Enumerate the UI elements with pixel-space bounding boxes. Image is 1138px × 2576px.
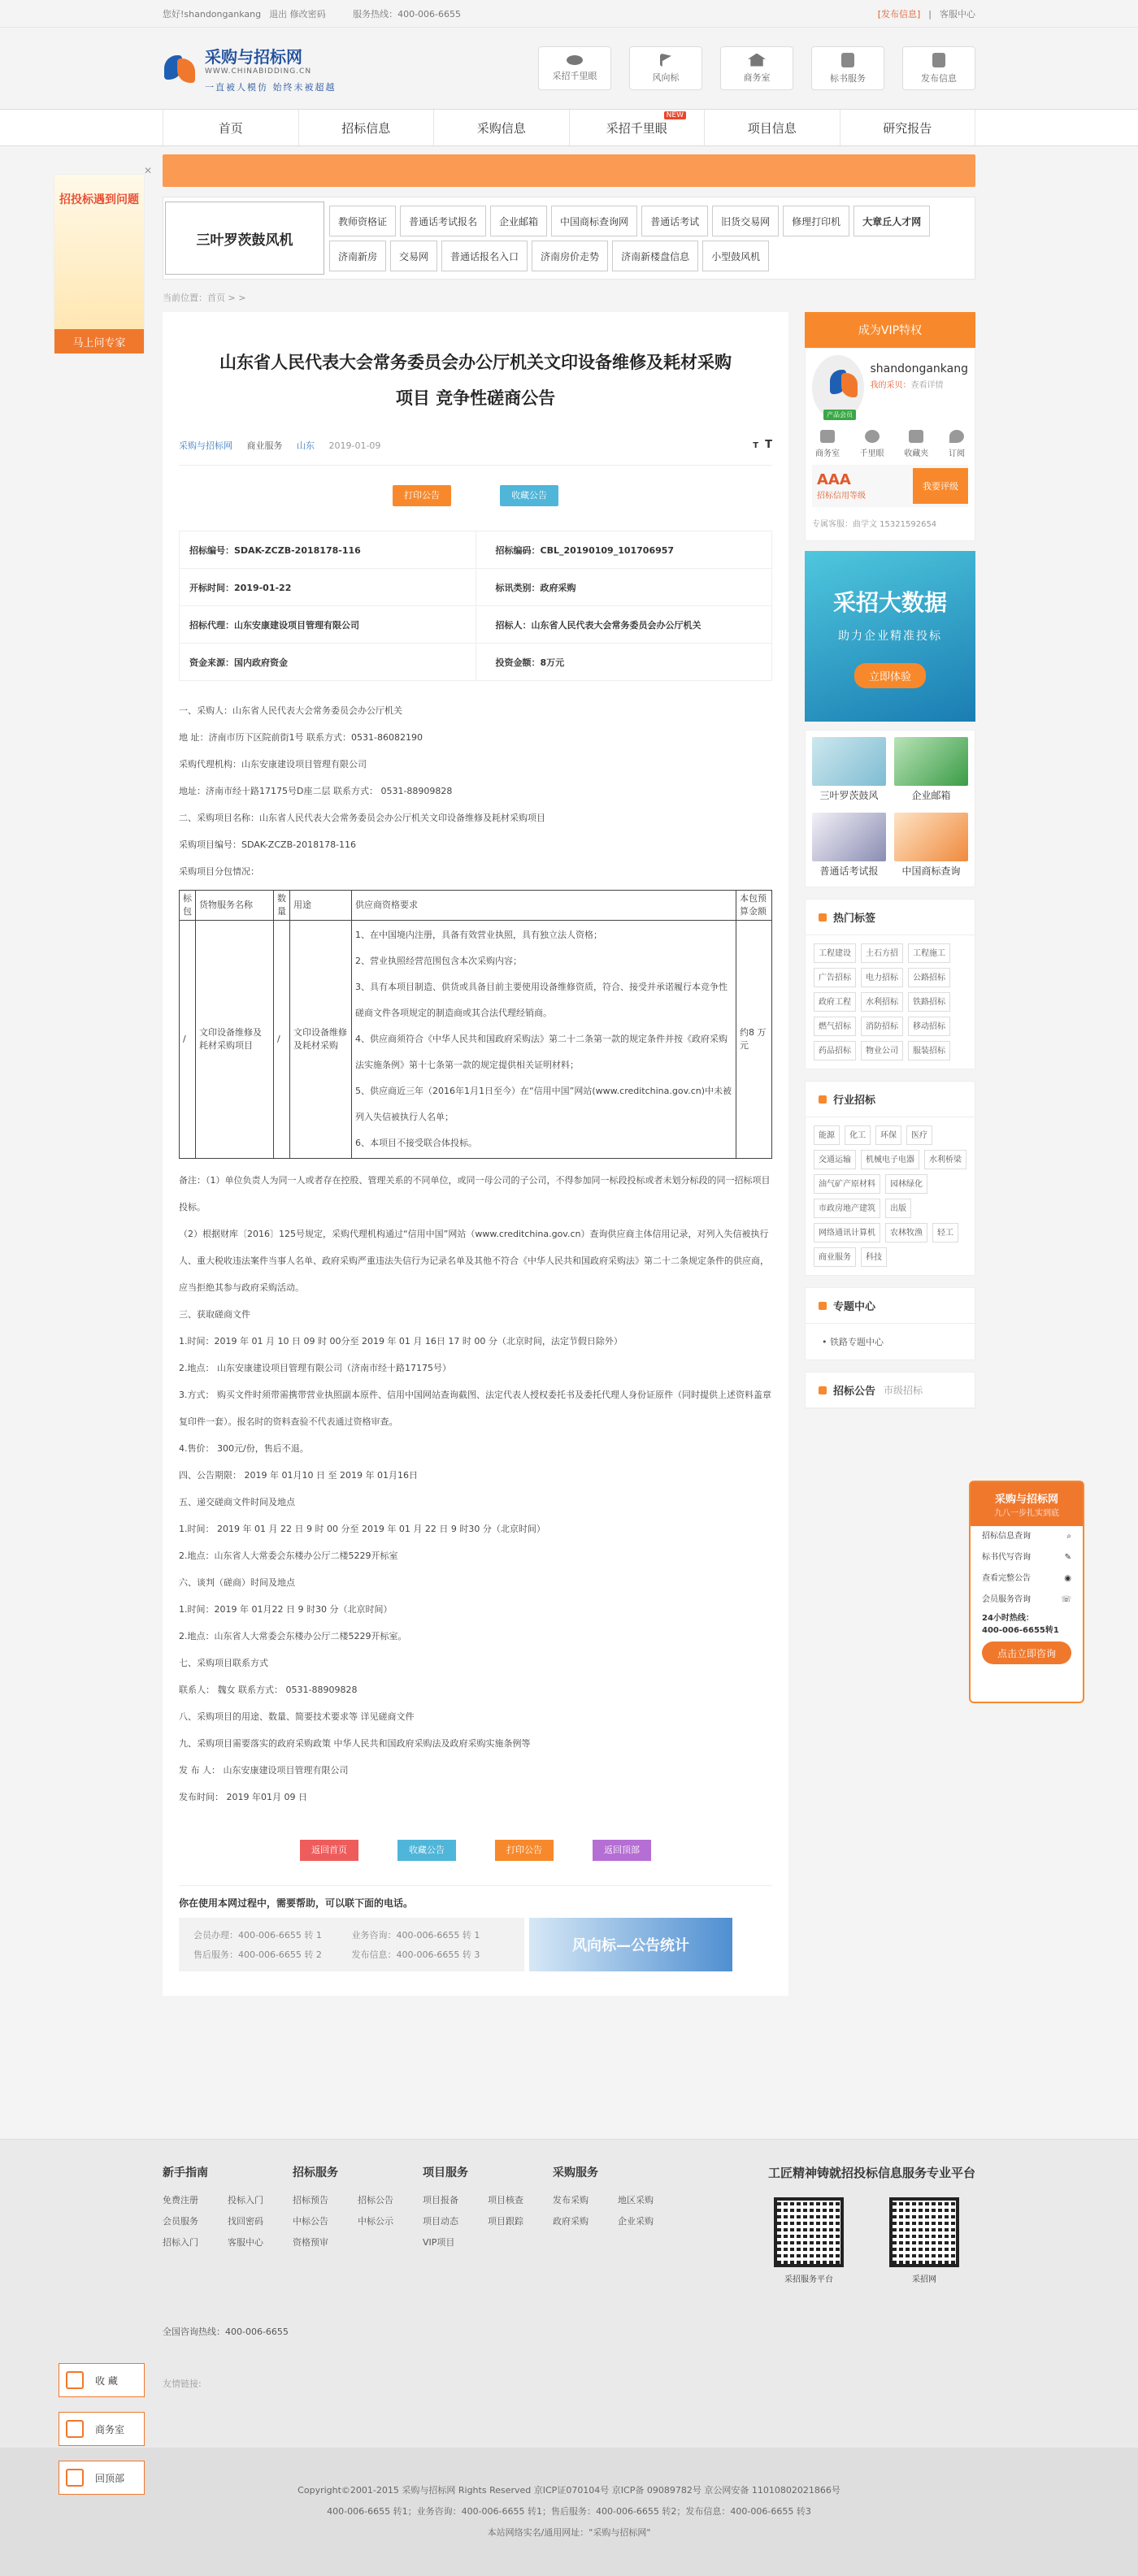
site-logo[interactable]	[163, 44, 337, 93]
flag-icon	[660, 54, 671, 67]
account-manager: 专属客服：曲学文 15321592654	[812, 520, 937, 529]
body-paragraph: 备注：（1）单位负责人为同一人或者存在控股、管理关系的不同单位，或同一母公司的子公司，不得参加同一标段投标或者未划分标段的同一招标项目投标。	[179, 1175, 771, 1212]
footer-col-guide	[163, 2164, 293, 2284]
footer-link[interactable]: 免费注册	[163, 2195, 198, 2205]
vip-button[interactable]: 成为VIP特权	[805, 312, 975, 348]
requirement-line: 4、供应商须符合《中华人民共和国政府采购法》第二十二条第一款的规定条件并按《政府采购法实施条例》第十七条第一款的规定提供相关证明材料；	[355, 1034, 728, 1070]
rss-icon	[949, 430, 964, 443]
hot-tags-box: 热门标签 工程建设 土石方招 工程施工 广告招标 电力招标 公路招标 政府工程 水利招标 铁路招标 燃气招标 消防招标 移动招标 药品招标 物业公司 服装招标	[805, 899, 975, 1069]
industry-tag[interactable]: 商业服务	[814, 1247, 856, 1267]
product-item[interactable]: 三叶罗茨鼓风	[812, 737, 886, 804]
body-paragraph: 采购代理机构：山东安康建设项目管理有限公司	[179, 759, 367, 770]
body-paragraph: 地址：济南市经十路17175号D座二层 联系方式： 0531-88909828	[179, 786, 453, 796]
topic-icon	[819, 1302, 827, 1310]
body-paragraph: 1.时间： 2019 年 01 月 22 日 9 时 00 分至 2019 年 01 月 22 日 9 时30 分（北京时间）	[179, 1524, 545, 1534]
speaker-icon	[819, 1386, 827, 1394]
industry-tag[interactable]: 农林牧渔	[885, 1223, 927, 1242]
industry-tag[interactable]: 化工	[845, 1125, 871, 1145]
consult-float: 采购与招标网 九八一步扎实到底 招标信息查询 ⌕ 标书代写咨询 ✎ 查看完整公告 ◉ 会员服务咨询 ☏ 24小时热线： 400-006-6655转1 点击立即咨询	[969, 1481, 1084, 1703]
body-paragraph: 二、采购项目名称：山东省人民代表大会常务委员会办公厅机关文印设备维修及耗材采购项目	[179, 813, 545, 823]
try-now-button[interactable]: 立即体验	[854, 663, 926, 688]
nav-qianliyan[interactable]: 采招千里眼 NEW	[570, 110, 706, 145]
requirement-line: 2、营业执照经营范围包含本次采购内容；	[355, 956, 522, 966]
nav-project-info[interactable]: 项目信息	[705, 110, 840, 145]
industry-tag[interactable]: 科技	[861, 1247, 887, 1267]
requirement-line: 6、本项目不接受联合体投标。	[355, 1138, 477, 1148]
view-detail-link[interactable]: 查看详情	[910, 381, 944, 390]
requirement-line: 1、在中国境内注册，具备有效营业执照，具有独立法人资格；	[355, 930, 602, 940]
publish-date: 2019-01-09	[328, 440, 381, 451]
footer-col-title: 采购服务	[553, 2166, 598, 2179]
logo-name: 采购与招标网	[205, 46, 302, 67]
hot-tag[interactable]: 铁路招标	[908, 992, 950, 1012]
footer-link[interactable]: 资格预审	[293, 2237, 328, 2248]
footer-col-title: 项目服务	[423, 2166, 468, 2179]
logo-url: WWW.CHINABIDDING.CN	[205, 67, 312, 76]
footer-link[interactable]: 招标公告	[358, 2195, 393, 2205]
industry-tag[interactable]: 网络通讯计算机	[814, 1223, 880, 1242]
change-password-link[interactable]: 修改密码	[289, 9, 326, 20]
footer-link[interactable]: 政府采购	[553, 2216, 589, 2227]
notice-box: 招标公告 市级招标	[805, 1372, 975, 1409]
footer-link[interactable]: 发布采购	[553, 2195, 589, 2205]
body-paragraph: 七、采购项目联系方式	[179, 1658, 268, 1668]
pen-icon: ✎	[1064, 1553, 1071, 1562]
quick-publish-button[interactable]: 发布信息	[902, 46, 975, 90]
consult-now-button[interactable]: 点击立即咨询	[982, 1641, 1071, 1664]
ask-expert-float[interactable]	[54, 165, 152, 353]
footer-col-purchase	[553, 2164, 683, 2284]
footer-link[interactable]: 客服中心	[228, 2237, 263, 2248]
consult-item[interactable]: 会员服务咨询 ☏	[971, 1589, 1083, 1611]
industry-tag[interactable]: 油气矿产原材料	[814, 1174, 880, 1194]
industry-tag[interactable]: 医疗	[906, 1125, 932, 1145]
float-favorite-button[interactable]: 收 藏	[59, 2363, 145, 2397]
float-top-button[interactable]: 回顶部	[59, 2461, 145, 2495]
star-icon	[66, 2371, 84, 2389]
print-button[interactable]: 打印公告	[393, 485, 451, 506]
footer-link[interactable]: 项目核查	[488, 2195, 523, 2205]
op-office[interactable]: 商务室	[815, 430, 840, 458]
quick-office-button[interactable]: 商务室	[720, 46, 793, 90]
op-qianliyan[interactable]: 千里眼	[860, 430, 884, 458]
body-paragraph: 2.地点： 山东安康建设项目管理有限公司（济南市经十路17175号）	[179, 1363, 451, 1373]
bottom-favorite-button[interactable]: 收藏公告	[397, 1840, 456, 1861]
sponsored-links	[163, 197, 975, 280]
sponsor-link[interactable]: 普通话考试报名	[400, 206, 486, 236]
help-center-link[interactable]: 客服中心	[940, 9, 975, 20]
house-icon	[748, 54, 766, 67]
fengxiangbiao-ad[interactable]: 风向标—公告统计	[529, 1918, 732, 1971]
footer	[0, 2139, 1138, 2448]
qr-code-icon	[889, 2197, 959, 2267]
topic-box: 专题中心 • 铁路专题中心	[805, 1287, 975, 1360]
logo-icon	[163, 52, 198, 85]
top-bar: 您好!shandongankang 退出 修改密码 服务热线：400-006-6655 [发布信息] | 客服中心	[0, 0, 1138, 28]
body-paragraph: 发 布 人： 山东安康建设项目管理有限公司	[179, 1765, 349, 1776]
article-title: 山东省人民代表大会常务委员会办公厅机关文印设备维修及耗材采购项目 竞争性磋商公告	[219, 353, 732, 408]
quick-links	[538, 46, 975, 90]
footer-link[interactable]: 招标入门	[163, 2237, 198, 2248]
hot-tag[interactable]: 电力招标	[861, 968, 903, 987]
body-paragraph: 1.时间：2019 年 01 月 10 日 09 时 00分至 2019 年 01 月 16日 17 时 00 分（北京时间，法定节假日除外）	[179, 1336, 623, 1347]
quick-tender-service-button[interactable]: 标书服务	[811, 46, 884, 90]
industry-tag[interactable]: 机械电子电器	[861, 1150, 919, 1169]
edit-icon	[932, 53, 945, 67]
hot-tag[interactable]: 工程建设	[814, 943, 856, 963]
bigdata-ad[interactable]: 采招大数据 助力企业精准投标 立即体验	[805, 551, 975, 722]
article-body	[179, 681, 772, 1811]
ask-expert-button[interactable]: 马上问专家	[54, 329, 144, 353]
footer-link[interactable]: 招标预告	[293, 2195, 328, 2205]
avatar	[812, 355, 864, 420]
info-table: 招标编号：SDAK-ZCZB-2018178-116 招标编码：CBL_20190109_101706957 开标时间：2019-01-22 标讯类别：政府采购 招标代理：山东安康建设项目管理有限公司 招标人：山东省人民代表大会常务委员会办公厅机关 资金来源：国内政府资金 投资金额：8万元	[179, 531, 772, 681]
hot-tag[interactable]: 药品招标	[814, 1041, 856, 1060]
body-paragraph: 五、递交磋商文件时间及地点	[179, 1497, 295, 1507]
requirement-line: 3、具有本项目制造、供货或具备目前主要使用设备维修资质，符合、接受并承诺履行本竞争性磋商文件各项规定的制造商或其合法代理经销商。	[355, 982, 728, 1018]
search-icon: ⌕	[1066, 1532, 1071, 1541]
sponsor-link[interactable]: 济南新楼盘信息	[612, 241, 698, 271]
hot-tag[interactable]: 服装招标	[908, 1041, 950, 1060]
footer-slogan: 工匠精神铸就招投标信息服务专业平台	[767, 2166, 975, 2180]
industry-tag[interactable]: 出版	[885, 1199, 911, 1218]
body-paragraph: 4.售价： 300元/份，售后不退。	[179, 1443, 309, 1454]
body-paragraph: 发布时间： 2019 年01月 09 日	[179, 1792, 307, 1802]
nav-research[interactable]: 研究报告	[840, 110, 976, 145]
help-title: 你在使用本网过程中，需要帮助，可以联下面的电话。	[179, 1897, 414, 1909]
breadcrumb: 当前位置：首页 > >	[163, 293, 246, 303]
credit-level: AAA	[817, 471, 851, 488]
back-top-button[interactable]: 返回顶部	[593, 1840, 651, 1861]
sponsor-link[interactable]: 中国商标查询网	[551, 206, 637, 236]
body-paragraph: 采购项目编号：SDAK-ZCZB-2018178-116	[179, 839, 357, 850]
nav-home[interactable]: 首页	[163, 110, 299, 145]
body-paragraph: 1.时间：2019 年 01月22 日 9 时30 分（北京时间）	[179, 1604, 393, 1615]
main-nav	[0, 109, 1138, 146]
publish-link[interactable]: [发布信息]	[877, 9, 921, 20]
body-paragraph: 3.方式： 购买文件时须带需携带营业执照副本原件、信用中国网站查询截图、法定代表人授权委托书及委托代理人身份证原件（同时提供上述资料盖章复印件一套）。报名时的资料查验不代表通过资格审查。	[179, 1390, 771, 1427]
body-paragraph: 一、采购人：山东省人民代表大会常务委员会办公厅机关	[179, 705, 402, 716]
favorite-button[interactable]: 收藏公告	[500, 485, 558, 506]
hot-tag[interactable]: 政府工程	[814, 992, 856, 1012]
body-paragraph: 四、公告期限： 2019 年 01月10 日 至 2019 年 01月16日	[179, 1470, 418, 1481]
eye-icon	[865, 430, 880, 443]
new-badge: NEW	[664, 111, 686, 119]
header	[0, 28, 1138, 109]
sponsor-link[interactable]: 企业邮箱	[490, 206, 547, 236]
qr-code-icon	[774, 2197, 844, 2267]
region-link[interactable]: 山东	[297, 440, 315, 451]
bottom-print-button[interactable]: 打印公告	[495, 1840, 554, 1861]
hot-tag[interactable]: 土石方招	[861, 943, 903, 963]
article-meta	[179, 429, 772, 466]
industry-tag[interactable]: 环保	[875, 1125, 901, 1145]
category-link[interactable]: 商业服务	[246, 440, 283, 451]
footer-link[interactable]: 中标公示	[358, 2216, 393, 2227]
footer-link[interactable]: 会员服务	[163, 2216, 198, 2227]
industry-tag[interactable]: 能源	[814, 1125, 840, 1145]
sponsor-link[interactable]: 修理打印机	[783, 206, 849, 236]
industry-icon	[819, 1095, 827, 1104]
sponsor-link[interactable]: 济南新房	[329, 241, 386, 271]
industry-box: 行业招标 能源 化工 环保 医疗 交通运输 机械电子电器 水利桥梁 油气矿产原材料 园林绿化 市政房地产建筑 出版 网络通讯计算机 农林牧渔 轻工 商业服务 科技	[805, 1081, 975, 1276]
industry-tag[interactable]: 水利桥梁	[924, 1150, 966, 1169]
article	[163, 312, 788, 1996]
qr-site: 采招网	[889, 2197, 959, 2284]
nav-tender-info[interactable]: 招标信息	[299, 110, 435, 145]
member-badge: 产品会员	[823, 410, 856, 420]
topic-item[interactable]: • 铁路专题中心	[822, 1337, 884, 1347]
evaluate-button[interactable]: 我要评级	[913, 468, 968, 504]
product-item[interactable]: 中国商标查询	[894, 813, 968, 880]
hot-tag[interactable]: 工程施工	[908, 943, 950, 963]
footer-col-title: 新手指南	[163, 2166, 208, 2179]
body-paragraph: （2）根据财库〔2016〕125号规定，采购代理机构通过“信用中国”网站（www.creditchina.gov.cn）查询供应商主体信用记录，对列入失信被执行人、重大税收违法案件当事人名单、政府采购严重违法失信行为记录名单及其他不符合《中华人民共和国政府采购法》第二十二条规定条件的供应商，应当拒绝其参与政府采购活动。	[179, 1229, 769, 1293]
eye-icon: ◉	[1064, 1574, 1071, 1583]
user-card: 产品会员 shandongankang 我的采贝：查看详情 商务室 千里眼 收藏夹 订阅 AAA 招标信用等级 我要评级 专属客服：曲学文 15321592654	[805, 348, 975, 541]
footer-link[interactable]: 项目动态	[423, 2216, 458, 2227]
hot-tag[interactable]: 移动招标	[908, 1017, 950, 1036]
sponsor-link[interactable]: 普通话报名入口	[441, 241, 528, 271]
footer-hotline: 全国咨询热线：400-006-6655	[163, 2327, 289, 2337]
industry-tag[interactable]: 交通运输	[814, 1150, 856, 1169]
back-home-button[interactable]: 返回首页	[300, 1840, 358, 1861]
font-small-button[interactable]: T	[753, 441, 759, 450]
chat-icon: ☏	[1061, 1595, 1071, 1604]
body-paragraph: 联系人： 魏女 联系方式： 0531-88909828	[179, 1685, 358, 1695]
source-link[interactable]: 采购与招标网	[179, 440, 232, 451]
sponsor-brand[interactable]: 三叶罗茨鼓风机	[165, 202, 324, 275]
house-icon	[820, 430, 835, 443]
hotline-text: 服务热线：400-006-6655	[353, 9, 462, 20]
sponsor-link[interactable]: 小型鼓风机	[702, 241, 769, 271]
eye-icon	[567, 55, 583, 65]
arrow-up-icon	[66, 2469, 84, 2487]
tag-icon	[819, 913, 827, 922]
body-paragraph: 三、获取磋商文件	[179, 1309, 250, 1320]
sponsor-link[interactable]: 教师资格证	[329, 206, 396, 236]
folder-icon	[909, 430, 923, 443]
sponsor-link[interactable]: 交易网	[390, 241, 437, 271]
logo-slogan: 一直被人模仿 始终未被超越	[205, 81, 337, 93]
requirement-line: 5、供应商近三年（2016年1月1日至今）在“信用中国”网站(www.creditchina.gov.cn)中未被列入失信被执行人名单；	[355, 1086, 732, 1122]
help-section: 你在使用本网过程中，需要帮助，可以联下面的电话。 会员办理：400-006-6655 转 1 业务咨询：400-006-6655 转 1 售后服务：400-006-6655 转 2 发布信息：400-006-6655 转 3 风向标—公告统计	[179, 1885, 772, 1971]
greeting-text: 您好!shandongankang	[163, 9, 262, 20]
footer-link[interactable]: 投标入门	[228, 2195, 263, 2205]
quick-fengxiangbiao-button[interactable]: 风向标	[629, 46, 702, 90]
consult-item[interactable]: 标书代写咨询 ✎	[971, 1547, 1083, 1568]
industry-tag[interactable]: 轻工	[932, 1223, 958, 1242]
op-favorites[interactable]: 收藏夹	[904, 430, 928, 458]
body-paragraph: 九、采购项目需要落实的政府采购政策 中华人民共和国政府采购法及政府采购实施条例等	[179, 1738, 531, 1749]
body-paragraph: 地 址：济南市历下区院前街1号 联系方式：0531-86082190	[179, 732, 423, 743]
friend-links: 友情链接:	[163, 2379, 202, 2389]
footer-link[interactable]: VIP项目	[423, 2237, 455, 2248]
qr-service: 采招服务平台	[774, 2197, 844, 2284]
sponsor-link[interactable]: 普通话考试	[641, 206, 708, 236]
body-paragraph: 八、采购项目的用途、数量、简要技术要求等 详见磋商文件	[179, 1711, 415, 1722]
footer-link[interactable]: 企业采购	[618, 2216, 654, 2227]
float-office-button[interactable]: 商务室	[59, 2412, 145, 2446]
sponsor-link[interactable]: 大章丘人才网	[854, 206, 930, 236]
body-paragraph: 采购项目分包情况：	[179, 866, 259, 877]
hot-tag[interactable]: 水利招标	[861, 992, 903, 1012]
product-item[interactable]: 企业邮箱	[894, 737, 968, 804]
product-ads	[805, 730, 975, 887]
copyright: Copyright©2001-2015 采购与招标网 Rights Reserved 京ICP证070104号 京ICP备 09089782号 京公网安备 11010802021866号 400-006-6655 转1；业务咨询：400-006-6655 转1；售后服务：400-006-6655 转2；发布信息：400-006-6655 转3 本站网络实名/通用网址："采购与招标网"	[0, 2448, 1138, 2576]
sponsor-link[interactable]: 济南房价走势	[532, 241, 608, 271]
product-item[interactable]: 普通话考试报	[812, 813, 886, 880]
document-icon	[841, 53, 854, 67]
footer-link[interactable]: 项目报备	[423, 2195, 458, 2205]
body-paragraph: 六、谈判（磋商）时间及地点	[179, 1577, 295, 1588]
industry-tag[interactable]: 市政房地产建筑	[814, 1199, 880, 1218]
footer-col-tender	[293, 2164, 423, 2284]
hot-tag[interactable]: 燃气招标	[814, 1017, 856, 1036]
logout-link[interactable]: 退出	[269, 9, 288, 20]
sidebar	[805, 312, 975, 1409]
consult-item[interactable]: 招标信息查询 ⌕	[971, 1526, 1083, 1547]
consult-item[interactable]: 查看完整公告 ◉	[971, 1568, 1083, 1589]
nav-purchase-info[interactable]: 采购信息	[434, 110, 570, 145]
footer-link[interactable]: 中标公告	[293, 2216, 328, 2227]
orange-banner[interactable]	[163, 154, 975, 187]
industry-tag[interactable]: 园林绿化	[885, 1174, 927, 1194]
hot-tag[interactable]: 消防招标	[861, 1017, 903, 1036]
footer-col-title: 招标服务	[293, 2166, 338, 2179]
close-icon[interactable]: ✕	[143, 165, 152, 176]
sponsor-link[interactable]: 旧货交易网	[712, 206, 779, 236]
footer-link[interactable]: 地区采购	[618, 2195, 654, 2205]
op-subscribe[interactable]: 订阅	[949, 430, 965, 458]
body-paragraph: 2.地点：山东省人大常委会东楼办公厅二楼5229开标室。	[179, 1631, 407, 1641]
hot-tag[interactable]: 物业公司	[861, 1041, 903, 1060]
quick-qianliyan-button[interactable]: 采招千里眼	[538, 46, 611, 90]
goods-table: 标包 货物服务名称 数量 用途 供应商资格要求 本包预算金额 / 文印设备维修及耗材采购项目 / 文印设备维修及耗材采购 1、在中国境内注册，具备有效营业执照，具有独立法人资格； 2、营业执照经营范围包含本次采购内容； 3、具有本项目制造、供货或具备目前主要使用设备维修资质，符合、接受并承诺履行本竞争性磋商文件各项规定的制造商或其合法代理经销商。 4、供应商须符合《中华人民共和国政府采购法》第二十二条第一款的规定条件并按《政府采购法实施条例》第十七条第一款的规定提供相关证明材料； 5、供应商近三年（2016年1月1日至今）在“信用中国”网站(www.creditchina.gov.cn)中未被列入失信被执行人名单； 6、本项目不接受联合体投标。 约8 万元	[179, 890, 772, 1159]
hot-tag[interactable]: 公路招标	[908, 968, 950, 987]
body-paragraph: 2.地点：山东省人大常委会东楼办公厅二楼5229开标室	[179, 1550, 398, 1561]
user-name: shandongankang	[870, 362, 968, 375]
footer-link[interactable]: 项目跟踪	[488, 2216, 523, 2227]
footer-link[interactable]: 找回密码	[228, 2216, 263, 2227]
house-icon	[66, 2420, 84, 2438]
footer-col-project	[423, 2164, 553, 2284]
hot-tag[interactable]: 广告招标	[814, 968, 856, 987]
font-large-button[interactable]: T	[765, 439, 772, 451]
expert-illustration: 招投标遇到问题	[54, 175, 144, 329]
